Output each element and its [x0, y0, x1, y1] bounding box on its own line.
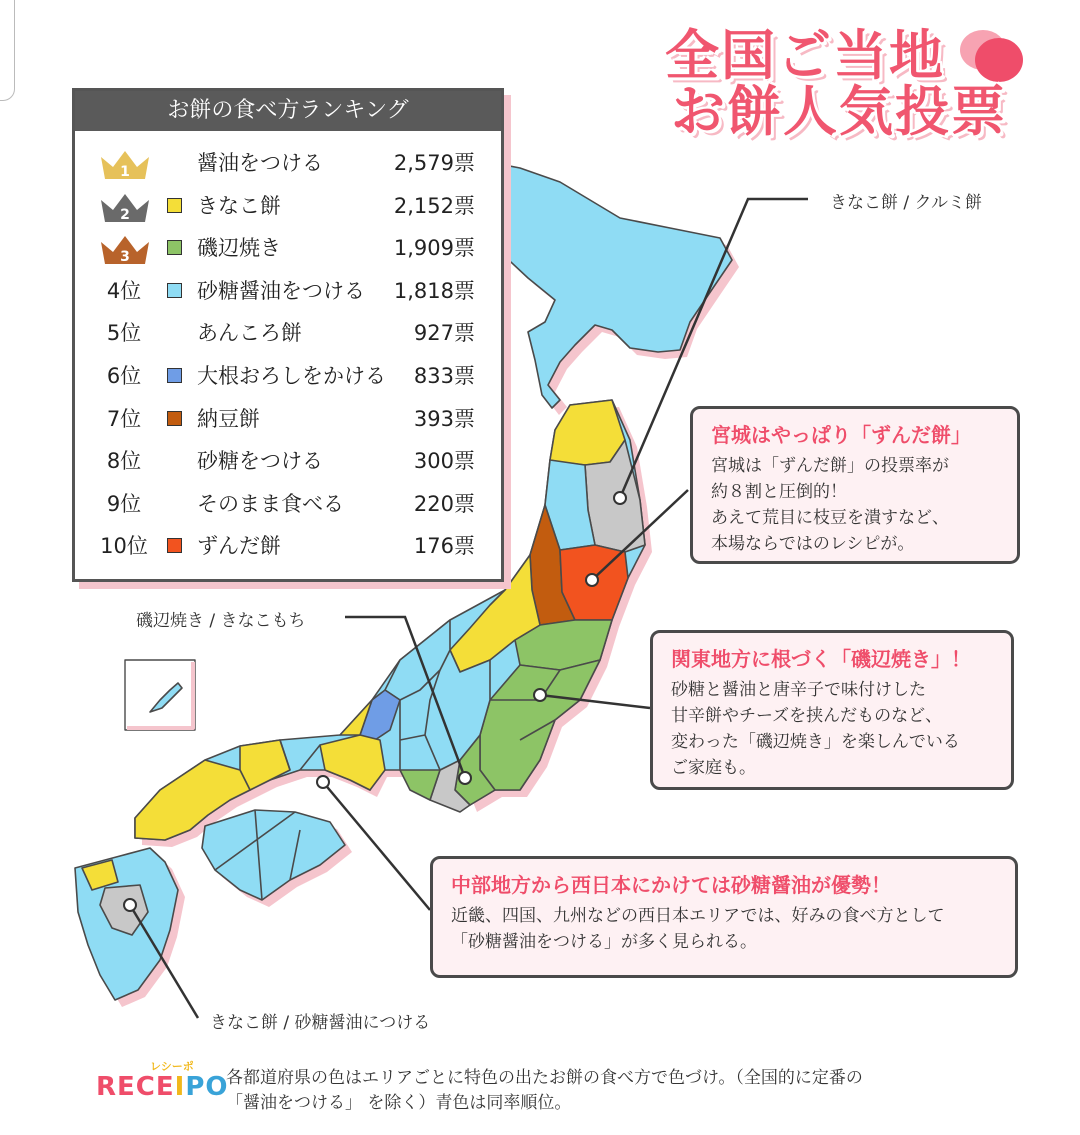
ranking-row: [75, 271, 501, 311]
panel-heading: お餅の食べ方ランキング: [75, 91, 501, 131]
ranking-row: [75, 143, 501, 183]
crown-gold-icon: [97, 147, 153, 181]
crown-silver-icon: [97, 190, 153, 224]
vote-count: 927票: [413, 321, 475, 346]
logo-subtitle: レシーポ: [150, 1060, 194, 1073]
callout-kanto: [650, 630, 1014, 790]
method-name: あんころ餅: [197, 321, 302, 346]
label-chubu: 磯辺焼き / きなこもち: [136, 611, 306, 631]
callout-miyagi: [690, 406, 1020, 564]
color-swatch: [167, 368, 182, 383]
color-swatch: [167, 538, 182, 553]
vote-count: 2,579票: [393, 151, 475, 175]
ranking-panel: [72, 88, 504, 582]
ranking-row: [75, 228, 501, 268]
rank-label: 6位: [106, 364, 142, 388]
vote-count: 176票: [413, 534, 475, 559]
color-swatch: [167, 198, 182, 213]
rank-label: 8位: [106, 449, 142, 474]
rank-number: 2: [120, 206, 130, 223]
ranking-row: [75, 441, 501, 481]
label-tohoku: きなこ餅 / クルミ餅: [830, 193, 983, 213]
footer-note-line: 各都道府県の色はエリアごとに特色の出たお餅の食べ方で色づけ。（全国的に定番の: [226, 1068, 863, 1088]
ranking-row: [75, 313, 501, 353]
method-name: 大根おろしをかける: [197, 364, 386, 388]
vote-count: 833票: [413, 364, 475, 388]
callout-heading: 中部地方から西日本にかけては砂糖醤油が優勢！: [451, 873, 891, 897]
rank-label: 10位: [100, 534, 148, 559]
footer-note-line: 「醤油をつける」 を除く）青色は同率順位。: [226, 1093, 572, 1113]
logo-part: I: [174, 1072, 186, 1102]
ranking-row: [75, 186, 501, 226]
vote-count: 393票: [413, 406, 475, 431]
ranking-row: [75, 356, 501, 396]
callout-west: [430, 856, 1018, 978]
method-name: 磯辺焼き: [197, 236, 281, 261]
method-name: きなこ餅: [197, 193, 281, 218]
callout-line: 変わった「磯辺焼き」を楽しんでいる: [671, 732, 960, 752]
color-swatch: [167, 240, 182, 255]
callout-line: 甘辛餅やチーズを挟んだものなど、: [671, 706, 943, 726]
vote-count: 1,818票: [393, 278, 475, 303]
vote-count: 300票: [413, 449, 475, 474]
callout-line: ご家庭も。: [671, 758, 756, 778]
footer-note: [226, 1066, 1006, 1116]
rank-number: 1: [120, 164, 130, 180]
callout-line: 近畿、四国、九州などの西日本エリアでは、好みの食べ方として: [451, 906, 945, 926]
ranking-row: [75, 484, 501, 524]
color-swatch: [167, 283, 182, 298]
vote-count: 2,152票: [393, 193, 475, 218]
callout-line: 砂糖と醤油と唐辛子で味付けした: [671, 680, 926, 700]
ranking-row: [75, 526, 501, 566]
method-name: 砂糖醤油をつける: [197, 278, 365, 303]
callout-line: 約８割と圧倒的！: [711, 482, 847, 502]
method-name: そのまま食べる: [197, 491, 344, 516]
vote-count: 220票: [413, 491, 475, 516]
callout-heading: 宮城はやっぱり「ずんだ餅」: [711, 423, 971, 447]
ranking-row: [75, 399, 501, 439]
logo-part: PO: [185, 1072, 229, 1102]
color-swatch: [167, 411, 182, 426]
callout-line: 本場ならではのレシピが。: [711, 534, 915, 554]
method-name: 醤油をつける: [197, 151, 323, 175]
rank-label: 4位: [106, 278, 142, 303]
title-line-1: 全国ご当地: [665, 24, 945, 87]
method-name: ずんだ餅: [197, 534, 281, 559]
receipo-logo: [96, 1072, 228, 1102]
title-line-2: お餅人気投票: [671, 80, 1007, 143]
label-kyushu: きなこ餅 / 砂糖醤油につける: [210, 1013, 431, 1033]
rank-label: 5位: [106, 321, 142, 346]
rank-number: 3: [120, 249, 130, 266]
rank-label: 9位: [106, 491, 142, 516]
callout-heading: 関東地方に根づく「磯辺焼き」！: [671, 647, 971, 671]
crown-bronze-icon: [97, 232, 153, 266]
rank-label: 7位: [106, 406, 142, 431]
callout-line: 「砂糖醤油をつける」が多く見られる。: [451, 932, 757, 952]
callout-line: あえて荒目に枝豆を潰すなど、: [711, 508, 949, 528]
logo-part: RECE: [96, 1072, 175, 1102]
vote-count: 1,909票: [393, 236, 475, 261]
method-name: 砂糖をつける: [197, 449, 323, 474]
method-name: 納豆餅: [197, 406, 260, 431]
callout-line: 宮城は「ずんだ餅」の投票率が: [711, 456, 949, 476]
